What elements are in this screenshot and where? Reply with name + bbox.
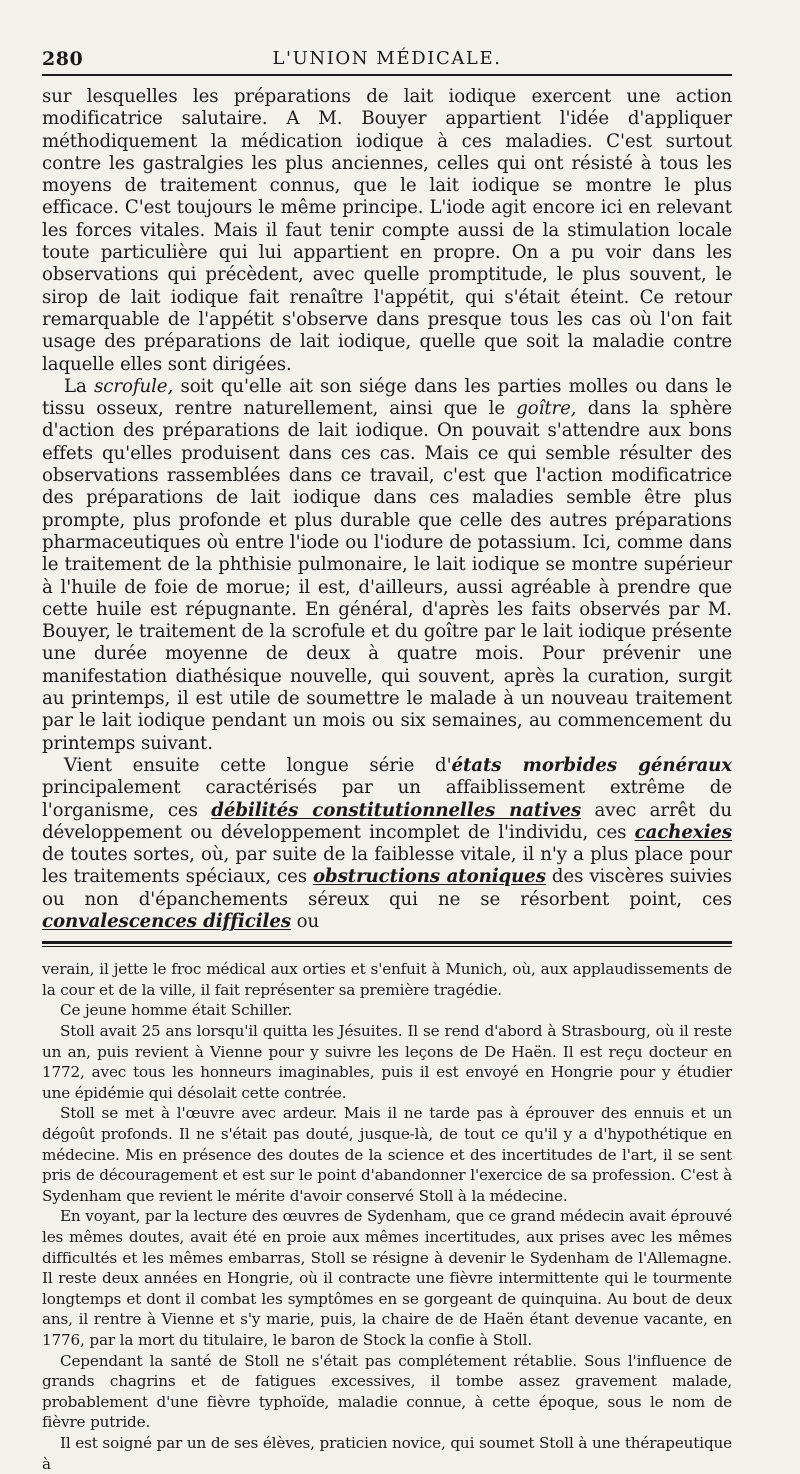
term-debilites: débilités constitutionnelles natives: [211, 799, 582, 821]
term-etats-morbides: états morbides généraux: [451, 754, 732, 776]
term-cachexies: cachexies: [634, 821, 732, 843]
feuilleton-paragraph: Ce jeune homme était Schiller.: [60, 1001, 293, 1020]
page-number: 280: [42, 48, 84, 70]
feuilleton-paragraph: Stoll avait 25 ans lorsqu'il quitta les Jésuites. Il se rend d'abord à Strasbourg, où il reste un an, puis revient à Vienne pour y suivre les leçons de De Haën. Il est reçu docteur en 1772, avec tous les honneurs imaginables, puis il est envoyé en Hongrie pour y étudier une épidémie qui désolait cette contrée.: [42, 1022, 732, 1102]
feuilleton-paragraph: verain, il jette le froc médical aux orties et s'enfuit à Munich, où, aux applaudissements de la cour et de la ville, il fait représenter sa première tragédie.: [42, 960, 732, 999]
feuilleton-paragraph: Cependant la santé de Stoll ne s'était pas complétement rétablie. Sous l'influence de grands chagrins et de fatigues excessives, il tombe assez gravement malade, probablement d'une fièvre typhoïde, maladie connue, à cette époque, sous le nom de fièvre putride.: [42, 1351, 732, 1432]
feuilleton-paragraph: Stoll se met à l'œuvre avec ardeur. Mais il ne tarde pas à éprouver des ennuis et un dégoût profonds. Il ne s'était pas douté, jusque-là, de tout ce qu'il y a d'hypothétique en médecine. Mis en présence des doutes de la science et des incertitudes de l'art, il se sent pris de découragement et est sur le point d'abandonner l'exercice de sa profession. C'est à Sydenham que revient le mérite d'avoir conservé Stoll à la médecine.: [42, 1104, 732, 1205]
term-obstructions: obstructions atoniques: [312, 866, 546, 888]
feuilleton-paragraph: En voyant, par la lecture des œuvres de Sydenham, que ce grand médecin avait éprouvé les mêmes doutes, avait été en proie aux mêmes incertitudes, aux prises avec les mêmes difficultés et les mêmes embarras, Stoll se résigne à devenir le Sydenham de l'Allemagne. Il reste deux années en Hongrie, où il contracte une fièvre intermittente qui le tourmente longtemps et dont il combat les symptômes en se gorgeant de quinquina. Au bout de deux ans, il rentre à Vienne et s'y marie, puis, la chaire de de Haën étant devenue vacante, en 1776, par la mort du titulaire, le baron de Stock la confie à Stoll.: [42, 1207, 732, 1349]
feuilleton-text: [42, 959, 732, 1474]
feuilleton-divider: [42, 941, 732, 947]
main-text: [42, 86, 732, 933]
paragraph-etats-morbides: Vient ensuite cette longue série d'états morbides généraux principalement caractérisés par un affaiblissement extrême de l'organisme, ces débilités constitutionnelles natives avec arrêt du développement ou développement incomplet de l'individu, ces cachexies de toutes sortes, où, par suite de la faiblesse vitale, il n'y a plus place pour les traitements spéciaux, ces obstructions atoniques des viscères suivies ou non d'épanchements séreux qui ne se résorbent point, ces convalescences difficiles ou: [42, 754, 733, 932]
paragraph-scrofule: La scrofule, soit qu'elle ait son siége dans les parties molles ou dans le tissu osseux, rentre naturellement, ainsi que le goître, dans la sphère d'action des préparations de lait iodique. On pouvait s'attendre aux bons effets qu'elles produisent dans ces cas. Mais ce qui semble résulter des observations rassemblées dans ce travail, c'est que l'action modificatrice des préparations de lait iodique dans ces maladies semble être plus prompte, plus profonde et plus durable que celle des autres préparations pharmaceutiques où entre l'iode ou l'iodure de potassium. Ici, comme dans le traitement de la phthisie pulmonaire, le lait iodique se montre supérieur à l'huile de foie de morue; il est, d'ailleurs, aussi agréable à prendre que cette huile est répugnante. En général, d'après les faits observés par M. Bouyer, le traitement de la scrofule et du goître par le lait iodique présente une durée moyenne de deux à quatre mois. Pour prévenir une manifestation diathésique nouvelle, qui souvent, après la curation, surgit au printemps, il est utile de soumettre le malade à un nouveau traitement par le lait iodique pendant un mois ou six semaines, au commencement du printemps suivant.: [42, 375, 732, 754]
term-goitre: goître,: [516, 398, 577, 420]
term-convalescences: convalescences difficiles: [42, 910, 291, 932]
feuilleton-paragraph: Il est soigné par un de ses élèves, praticien novice, qui soumet Stoll à une thérapeutique à: [42, 1433, 732, 1473]
term-scrofule: scrofule,: [94, 375, 174, 397]
paragraph-gastralgies: sur lesquelles les préparations de lait iodique exercent une action modificatrice salutaire. A M. Bouyer appartient l'idée d'appliquer méthodiquement la médication iodique à ces maladies. C'est surtout contre les gastralgies les plus anciennes, celles qui ont résisté à tous les moyens de traitement connus, que le lait iodique se montre le plus efficace. C'est toujours le même principe. L'iode agit encore ici en relevant les forces vitales. Mais il faut tenir compte aussi de la stimulation locale toute particulière qui lui appartient en propre. On a pu voir dans les observations qui précèdent, avec quelle promptitude, le plus souvent, le sirop de lait iodique fait renaître l'appétit, qui s'était éteint. Ce retour remarquable de l'appétit s'observe dans presque tous les cas où l'on fait usage des préparations de lait iodique, quelle que soit la maladie contre laquelle elles sont dirigées.: [42, 86, 732, 375]
journal-title: L'UNION MÉDICALE.: [272, 48, 502, 69]
running-header: [42, 40, 732, 76]
page: [42, 40, 732, 1474]
